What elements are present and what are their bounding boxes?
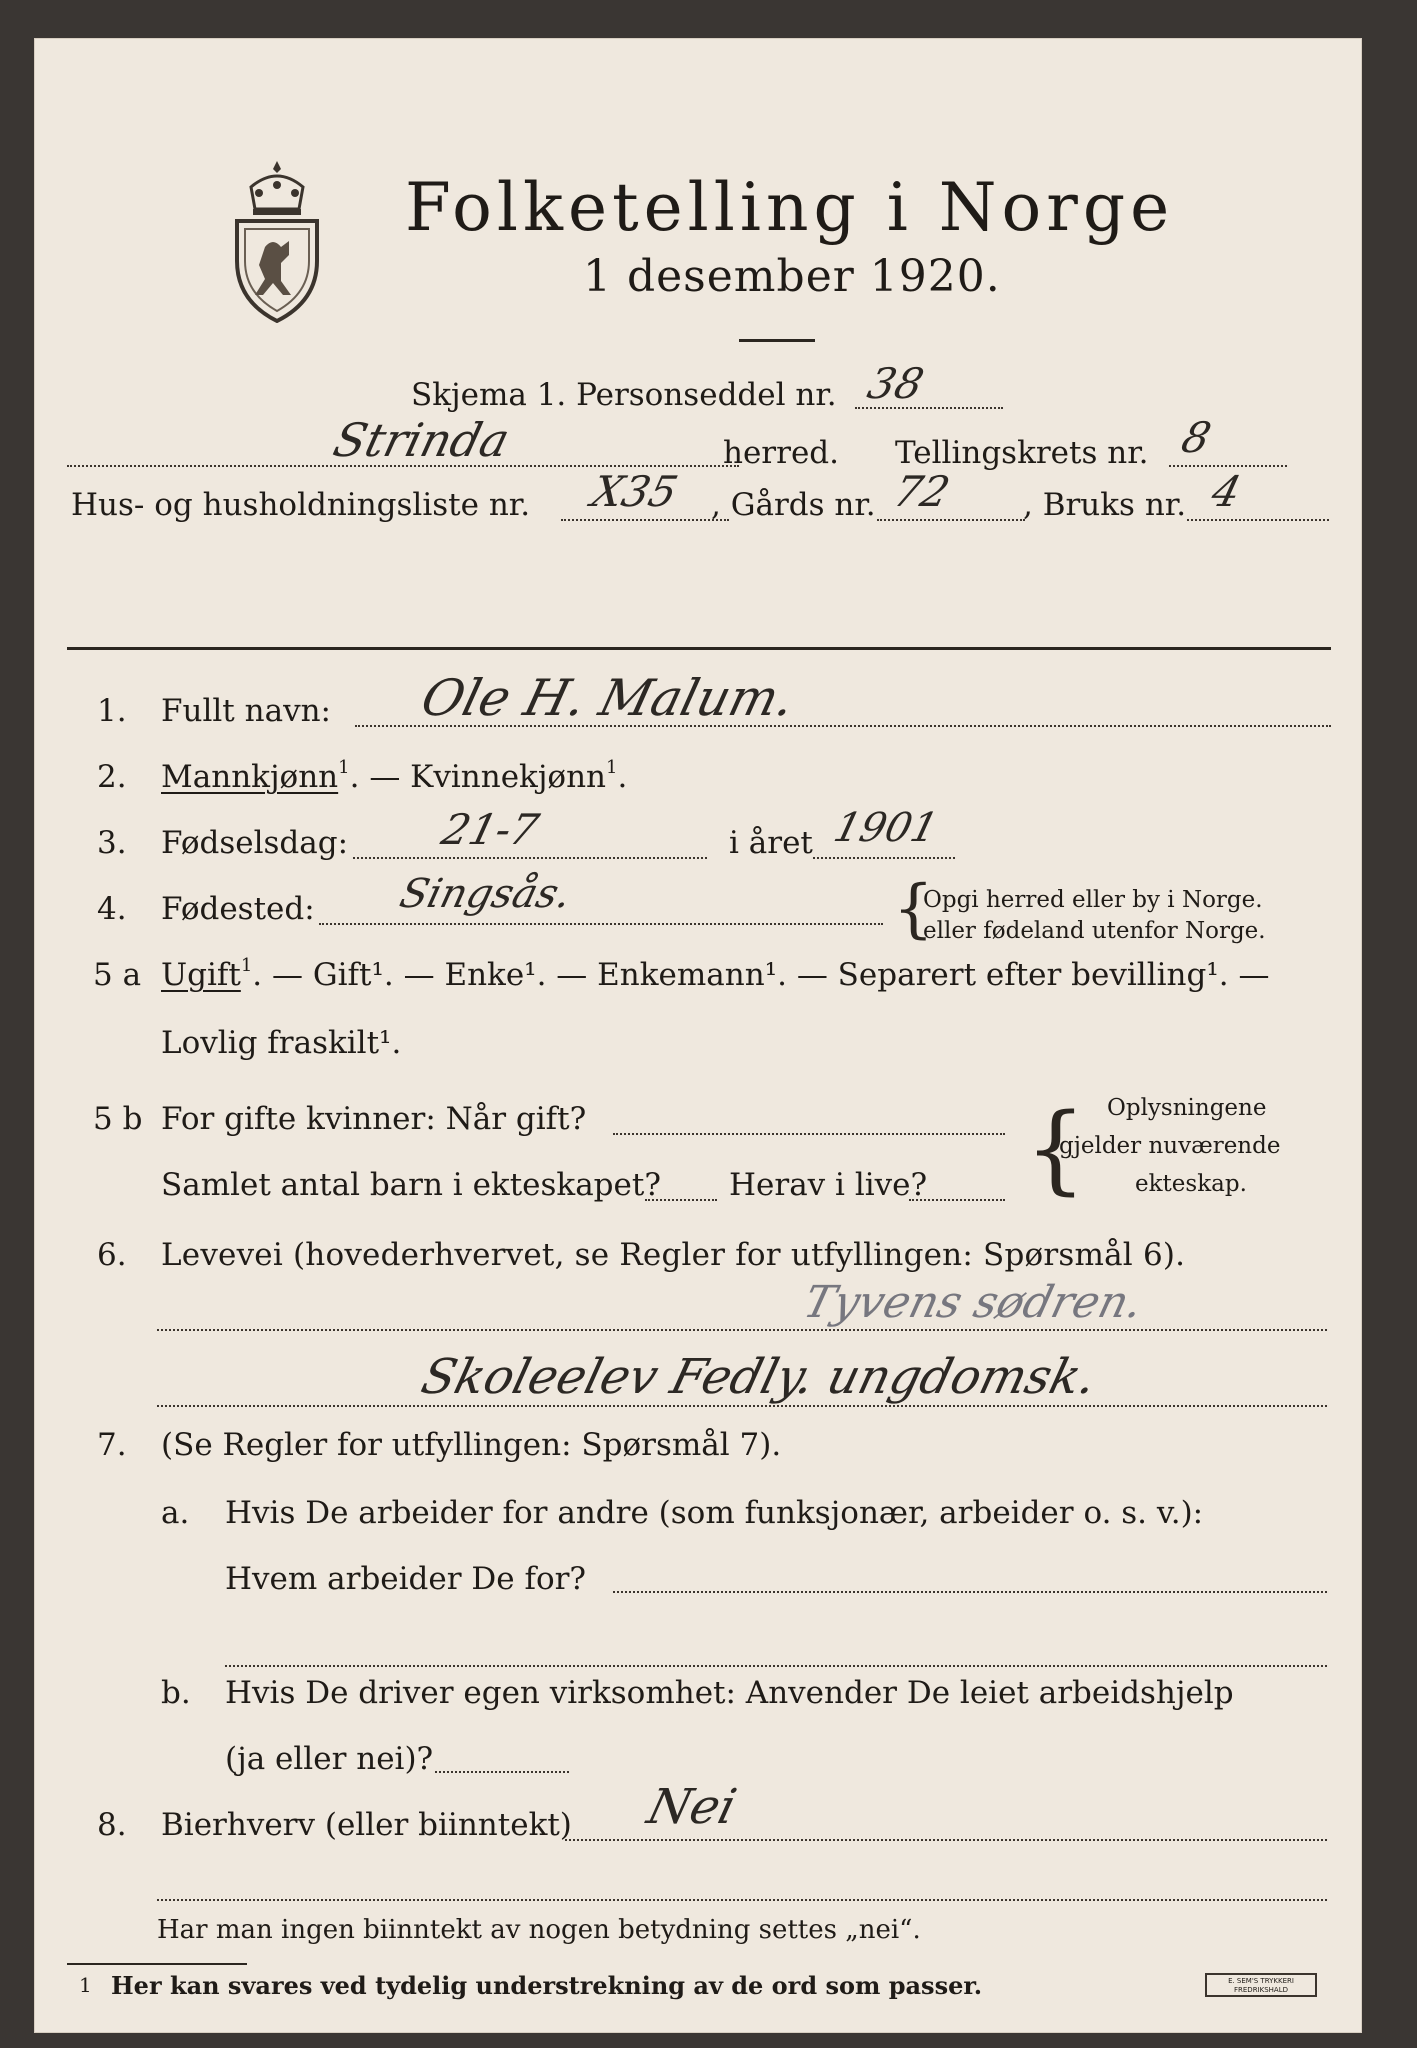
herred-label: herred. xyxy=(723,435,839,471)
footnote-text: Her kan svares ved tydelig understrekning av de ord som passer. xyxy=(111,1971,983,2000)
q8-label: Bierhverv (eller biinntekt) xyxy=(161,1807,572,1843)
norway-coat-of-arms-icon xyxy=(229,157,325,323)
q7a-question: Hvem arbeider De for? xyxy=(225,1561,587,1597)
q7b-text: Hvis De driver egen virksomhet: Anvender De leiet arbeidshjelp xyxy=(225,1675,1234,1711)
q4-value: Singsås. xyxy=(395,871,576,917)
q2-female: Kvinnekjønn xyxy=(410,759,607,795)
tellingskrets-value: 8 xyxy=(1176,413,1216,462)
schema-number: 38 xyxy=(862,359,929,408)
q3-birthday-line xyxy=(353,857,707,859)
q7-label: (Se Regler for utfyllingen: Spørsmål 7). xyxy=(161,1427,782,1463)
q4-note-1: Opgi herred eller by i Norge. xyxy=(923,887,1263,913)
q6-number: 6. xyxy=(97,1237,127,1273)
q7a-text: Hvis De arbeider for andre (som funksjonær, arbeider o. s. v.): xyxy=(225,1495,1204,1531)
q5b-children-line xyxy=(645,1199,717,1201)
q7a-line-1 xyxy=(613,1591,1327,1593)
bruks-label: , Bruks nr. xyxy=(1023,487,1187,523)
gards-line xyxy=(877,519,1025,521)
form-title: Folketelling i Norge xyxy=(405,169,1175,246)
q5a-options: Ugift$^1$. — Gift¹. — Enke¹. — Enkemann¹. — Separert efter bevilling¹. — xyxy=(161,955,1270,993)
q3-birthday-value: 21-7 xyxy=(436,805,544,854)
q8-line xyxy=(565,1839,1327,1841)
q7b-line xyxy=(435,1771,569,1773)
q6-label: Levevei (hovederhvervet, se Regler for utfyllingen: Spørsmål 6). xyxy=(161,1237,1186,1273)
q3-year-value: 1901 xyxy=(829,805,943,851)
q3-number: 3. xyxy=(97,825,127,861)
q5b-note-3: ekteskap. xyxy=(1135,1171,1247,1197)
q5b-married-label: For gifte kvinner: Når gift? xyxy=(161,1101,587,1137)
header-rule xyxy=(67,647,1331,650)
q7b-letter: b. xyxy=(161,1675,191,1711)
q7-number: 7. xyxy=(97,1427,127,1463)
q1-label: Fullt navn: xyxy=(161,693,331,729)
q2-options: Mannkjønn$^1$. — Kvinnekjønn$^1$. xyxy=(161,757,628,795)
q3-label: Fødselsdag: xyxy=(161,825,349,861)
household-number: X35 xyxy=(586,467,683,516)
q6-line-2 xyxy=(157,1405,1327,1407)
q8-value: Nei xyxy=(642,1779,742,1835)
census-date: 1 desember 1920. xyxy=(583,251,1001,302)
q7b-question: (ja eller nei)? xyxy=(225,1741,434,1777)
q5b-alive-line xyxy=(909,1199,1005,1201)
tellingskrets-label: Tellingskrets nr. xyxy=(895,435,1149,471)
q4-number: 4. xyxy=(97,891,127,927)
q2-male: Mannkjønn xyxy=(161,759,339,795)
q5b-brace: { xyxy=(1025,1093,1087,1205)
bruks-value: 4 xyxy=(1206,467,1246,516)
household-number-line xyxy=(561,519,729,521)
q6-value-1: Tyvens sødren. xyxy=(798,1277,1148,1328)
herred-value: Strinda xyxy=(328,413,515,467)
q4-label: Fødested: xyxy=(161,891,315,927)
q5b-alive-label: Herav i live? xyxy=(729,1167,928,1203)
q3-year-label: i året xyxy=(729,825,813,861)
q8-extra-line xyxy=(157,1899,1327,1901)
q5b-children-label: Samlet antal barn i ekteskapet? xyxy=(161,1167,661,1203)
q5b-number: 5 b xyxy=(93,1101,143,1137)
q1-number: 1. xyxy=(97,693,127,729)
q5a-line2: Lovlig fraskilt¹. xyxy=(161,1025,402,1061)
footnote-rule xyxy=(67,1963,247,1965)
footer-note: Har man ingen biinntekt av nogen betydning settes „nei“. xyxy=(157,1915,921,1945)
q2-number: 2. xyxy=(97,759,127,795)
q5b-note-1: Oplysningene xyxy=(1107,1095,1267,1121)
q4-note-2: eller fødeland utenfor Norge. xyxy=(923,918,1266,944)
printer-mark: E. SEM'S TRYKKERI FREDRIKSHALD xyxy=(1205,1973,1317,1997)
census-form xyxy=(34,38,1362,2033)
title-divider xyxy=(739,339,815,342)
q1-value: Ole H. Malum. xyxy=(415,669,801,727)
q6-line-1 xyxy=(157,1329,1327,1331)
gards-label-text: , Gårds nr. xyxy=(711,487,876,523)
gards-value: 72 xyxy=(888,467,955,516)
footnote-number: 1 xyxy=(79,1973,92,1997)
schema-label: Skjema 1. Personseddel nr. xyxy=(411,377,837,413)
q5b-note-2: gjelder nuværende xyxy=(1059,1133,1281,1159)
q5a-number: 5 a xyxy=(93,957,142,993)
q4-brace: { xyxy=(893,872,934,946)
q8-number: 8. xyxy=(97,1807,127,1843)
q5b-married-line xyxy=(613,1133,1005,1135)
q3-year-line xyxy=(813,857,955,859)
q7a-letter: a. xyxy=(161,1495,190,1531)
bruks-line xyxy=(1187,519,1329,521)
q7a-line-2 xyxy=(225,1665,1327,1667)
q6-value-2: Skoleelev Fedly. ungdomsk. xyxy=(416,1349,1103,1405)
q4-line xyxy=(319,923,883,925)
household-label: Hus- og husholdningsliste nr. xyxy=(71,487,531,523)
q5a-ugift: Ugift xyxy=(161,957,241,993)
